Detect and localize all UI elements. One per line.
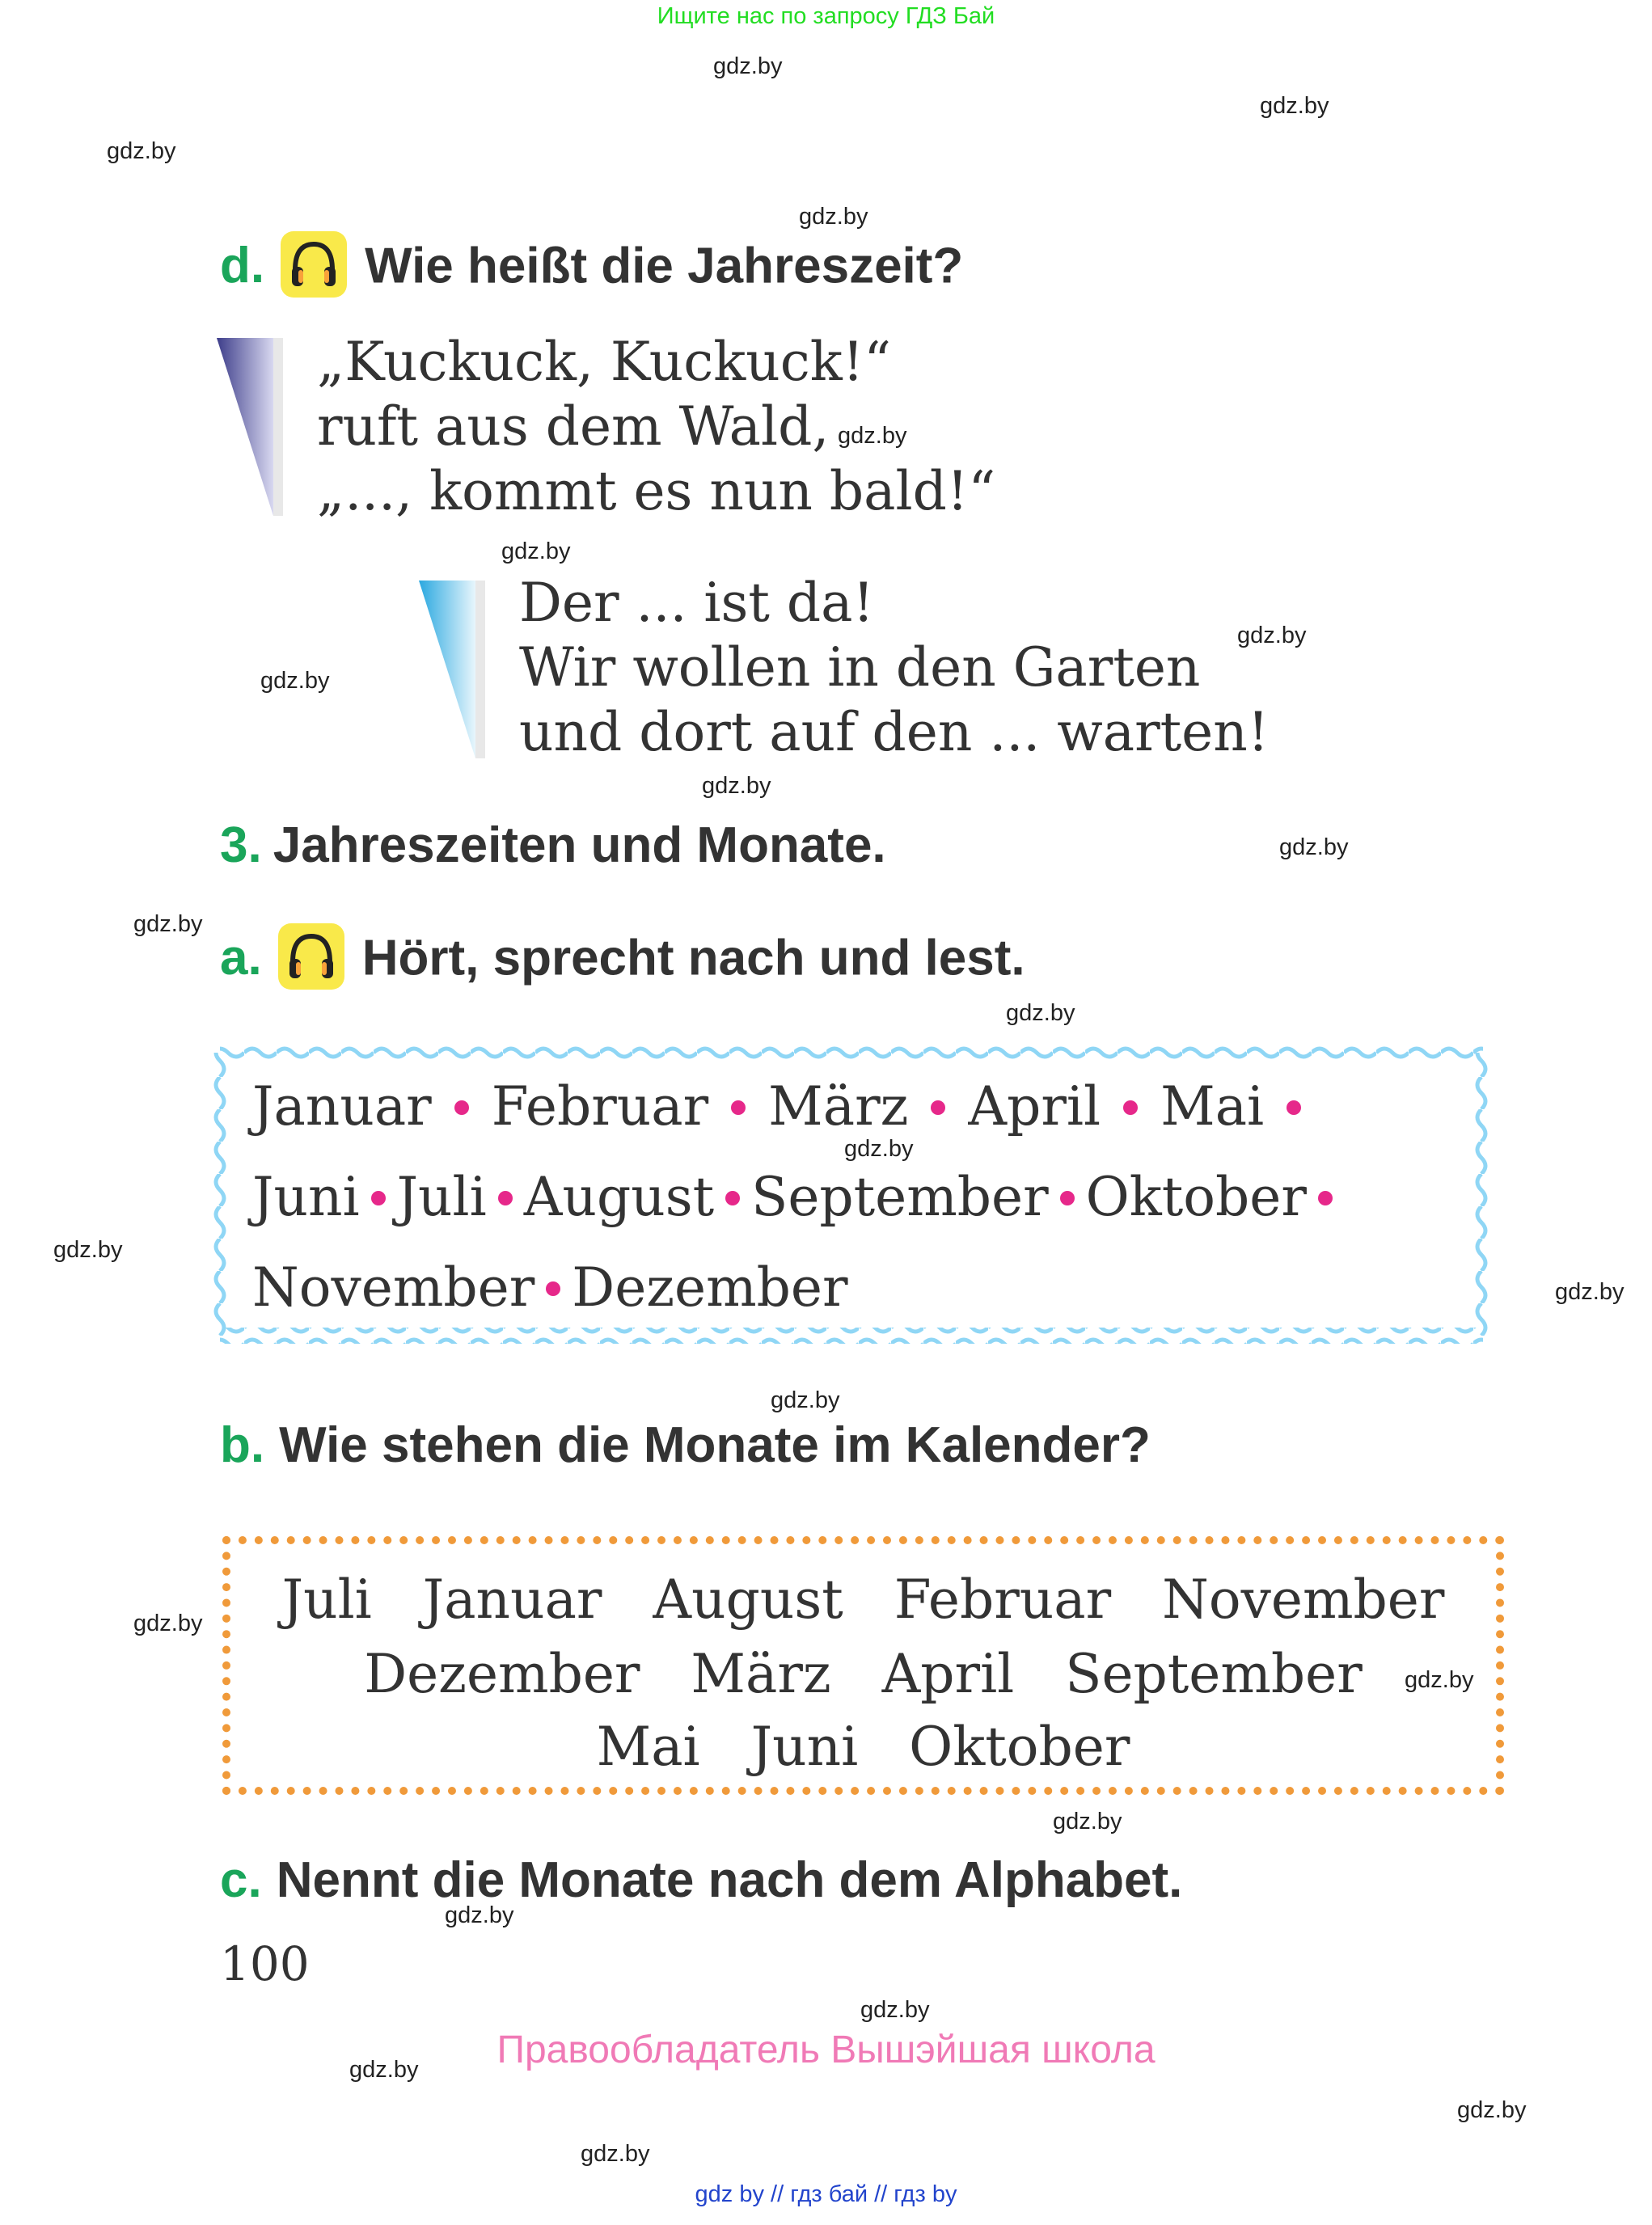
watermark: gdz.by <box>702 773 771 799</box>
bullet <box>931 1100 945 1115</box>
month: Dezember <box>364 1643 640 1705</box>
month: Juli <box>281 1568 372 1631</box>
section-a-letter: a. <box>220 930 262 986</box>
month: August <box>523 1166 715 1228</box>
poem-2-line: Wir wollen in den Garten <box>519 636 1201 699</box>
watermark: gdz.by <box>799 204 868 230</box>
headphones-icon[interactable] <box>281 231 347 298</box>
month: August <box>653 1568 843 1631</box>
rights-holder: Правообладатель Вышэйшая школа <box>496 2029 1156 2071</box>
watermark: gdz.by <box>107 138 176 164</box>
months-box <box>212 1045 1491 1344</box>
poem-2-line: und dort auf den ... warten! <box>519 701 1270 763</box>
month: Dezember <box>572 1256 848 1319</box>
section-3-heading <box>220 817 886 874</box>
watermark: gdz.by <box>1279 834 1349 860</box>
bullet <box>454 1100 469 1115</box>
watermark: gdz.by <box>1405 1667 1474 1693</box>
section-d-letter: d. <box>220 238 265 294</box>
month: März <box>691 1643 831 1705</box>
month: Juni <box>252 1166 360 1228</box>
watermark: gdz.by <box>133 1611 203 1636</box>
watermark: gdz.by <box>1006 1000 1075 1026</box>
month: November <box>1162 1568 1445 1631</box>
watermark: gdz.by <box>133 911 203 937</box>
month: Juli <box>396 1166 487 1228</box>
watermark: gdz.by <box>260 668 330 694</box>
poem-1-line: ruft aus dem Wald, <box>317 395 830 458</box>
month: April <box>968 1075 1101 1138</box>
watermark: gdz.by <box>844 1136 914 1162</box>
bullet <box>731 1100 746 1115</box>
watermark: gdz.by <box>860 1997 930 2023</box>
top-banner[interactable]: Ищите нас по запросу ГДЗ Бай <box>657 3 995 29</box>
section-a-heading <box>220 928 1025 994</box>
month: Oktober <box>1085 1166 1307 1228</box>
bullet <box>1287 1100 1301 1115</box>
watermark: gdz.by <box>1555 1279 1625 1305</box>
poem-2 <box>519 571 1269 765</box>
watermark: gdz.by <box>1053 1809 1122 1834</box>
watermark: gdz.by <box>1237 623 1307 648</box>
section-c-heading <box>220 1851 1182 1909</box>
months-row-1 <box>252 1075 1324 1138</box>
watermark: gdz.by <box>349 2057 419 2083</box>
months-row-3 <box>252 1256 848 1319</box>
watermark: gdz.by <box>581 2141 650 2167</box>
section-b-heading <box>220 1416 1151 1474</box>
month: Oktober <box>909 1716 1130 1778</box>
month: Januar <box>422 1568 602 1631</box>
month: Februar <box>894 1568 1112 1631</box>
section-b-letter: b. <box>220 1417 265 1473</box>
month: April <box>881 1643 1015 1705</box>
section-a-title: Hört, sprecht nach und lest. <box>361 930 1025 986</box>
section-3-number: 3. <box>220 817 262 873</box>
section-c-title: Nennt die Monate nach dem Alphabet. <box>276 1852 1183 1908</box>
watermark: gdz.by <box>445 1902 514 1928</box>
months-row-2 <box>252 1166 1344 1228</box>
section-3-title: Jahreszeiten und Monate. <box>273 817 886 873</box>
watermark: gdz.by <box>1260 93 1329 119</box>
bullet <box>371 1191 386 1205</box>
section-d-title: Wie heißt die Jahreszeit? <box>365 238 964 294</box>
blue-quote-mark <box>419 581 492 766</box>
watermark: gdz.by <box>713 53 783 79</box>
page-number: 100 <box>220 1936 310 1991</box>
month: Februar <box>491 1075 709 1138</box>
footer-links[interactable]: gdz by // гдз бай // гдз by <box>695 2181 957 2207</box>
section-b-title: Wie stehen die Monate im Kalender? <box>279 1417 1151 1473</box>
calendar-row-3 <box>230 1716 1496 1778</box>
poem-1-line: „Kuckuck, Kuckuck!“ <box>317 331 891 393</box>
section-c-letter: c. <box>220 1852 262 1908</box>
bullet <box>1123 1100 1138 1115</box>
headphones-icon[interactable] <box>278 923 344 990</box>
month: Mai <box>596 1716 700 1778</box>
calendar-row-1 <box>230 1568 1496 1631</box>
bullet <box>725 1191 740 1205</box>
watermark: gdz.by <box>1457 2097 1527 2123</box>
watermark: gdz.by <box>838 423 907 449</box>
watermark: gdz.by <box>53 1237 123 1263</box>
month: Mai <box>1160 1075 1265 1138</box>
poem-1 <box>317 330 995 524</box>
calendar-box <box>222 1536 1504 1795</box>
purple-quote-mark <box>217 338 289 524</box>
watermark: gdz.by <box>771 1387 840 1413</box>
poem-1-line: „..., kommt es nun bald!“ <box>317 460 996 522</box>
month: März <box>768 1075 909 1138</box>
section-d-heading <box>220 236 963 302</box>
month: September <box>751 1166 1049 1228</box>
bullet <box>498 1191 513 1205</box>
month: November <box>252 1256 535 1319</box>
poem-2-line: Der ... ist da! <box>519 572 875 634</box>
bullet <box>1060 1191 1075 1205</box>
calendar-row-2 <box>230 1643 1496 1705</box>
month: Juni <box>750 1716 859 1778</box>
bullet <box>546 1281 560 1296</box>
month: Januar <box>252 1075 432 1138</box>
month: September <box>1065 1643 1363 1705</box>
watermark: gdz.by <box>501 538 571 564</box>
bullet <box>1318 1191 1333 1205</box>
